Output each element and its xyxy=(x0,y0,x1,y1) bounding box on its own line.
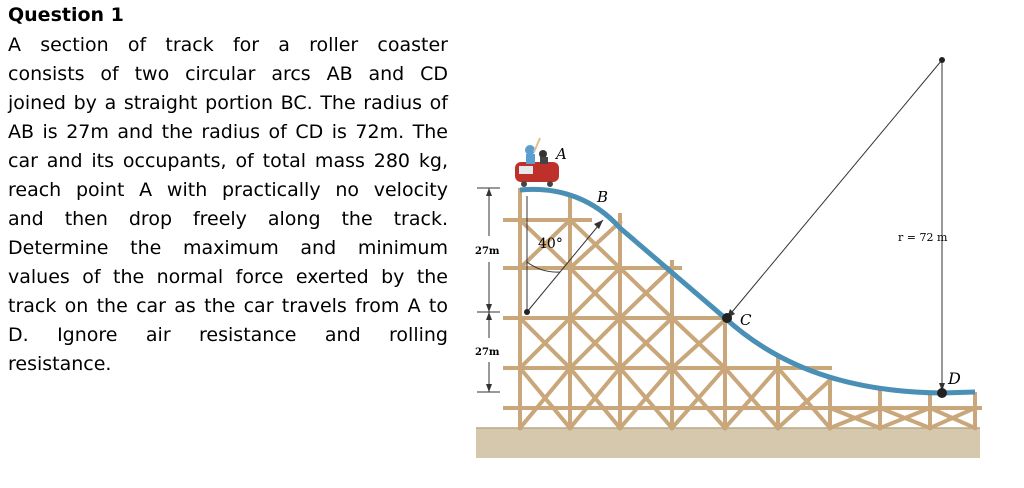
dimension-label-upper: 27m xyxy=(475,246,500,257)
point-d-marker xyxy=(937,388,947,398)
roller-coaster-car xyxy=(515,138,559,187)
problem-line: AB is 27m and the radius of CD is 72m. The xyxy=(8,121,448,143)
problem-line: values of the normal force exerted by the xyxy=(8,266,448,288)
problem-line: A section of track for a roller coaster xyxy=(8,34,448,56)
problem-line: D. Ignore air resistance and rolling xyxy=(8,324,448,346)
label-d: D xyxy=(948,369,961,388)
problem-line: track on the car as the car travels from A to xyxy=(8,295,448,317)
problem-line: car and its occupants, of total mass 280 kg, xyxy=(8,150,448,172)
label-b: B xyxy=(597,188,609,206)
label-a: A xyxy=(556,145,567,163)
question-title: Question 1 xyxy=(8,4,124,26)
problem-line: resistance. xyxy=(8,353,112,375)
ground xyxy=(476,428,980,458)
dimension-label-lower: 27m xyxy=(475,347,500,358)
label-c: C xyxy=(740,311,752,329)
problem-line: Determine the maximum and minimum xyxy=(8,237,448,259)
center-point-ab xyxy=(524,309,530,315)
problem-line: and then drop freely along the track. xyxy=(8,208,448,230)
problem-line: reach point A with practically no velocity xyxy=(8,179,448,201)
angle-label: 40° xyxy=(538,236,563,252)
point-c-marker xyxy=(722,313,732,323)
problem-line: consists of two circular arcs AB and CD xyxy=(8,63,448,85)
problem-line: joined by a straight portion BC. The radius of xyxy=(8,92,448,114)
radius-label: r = 72 m xyxy=(898,231,948,244)
center-point-cd xyxy=(939,57,945,63)
